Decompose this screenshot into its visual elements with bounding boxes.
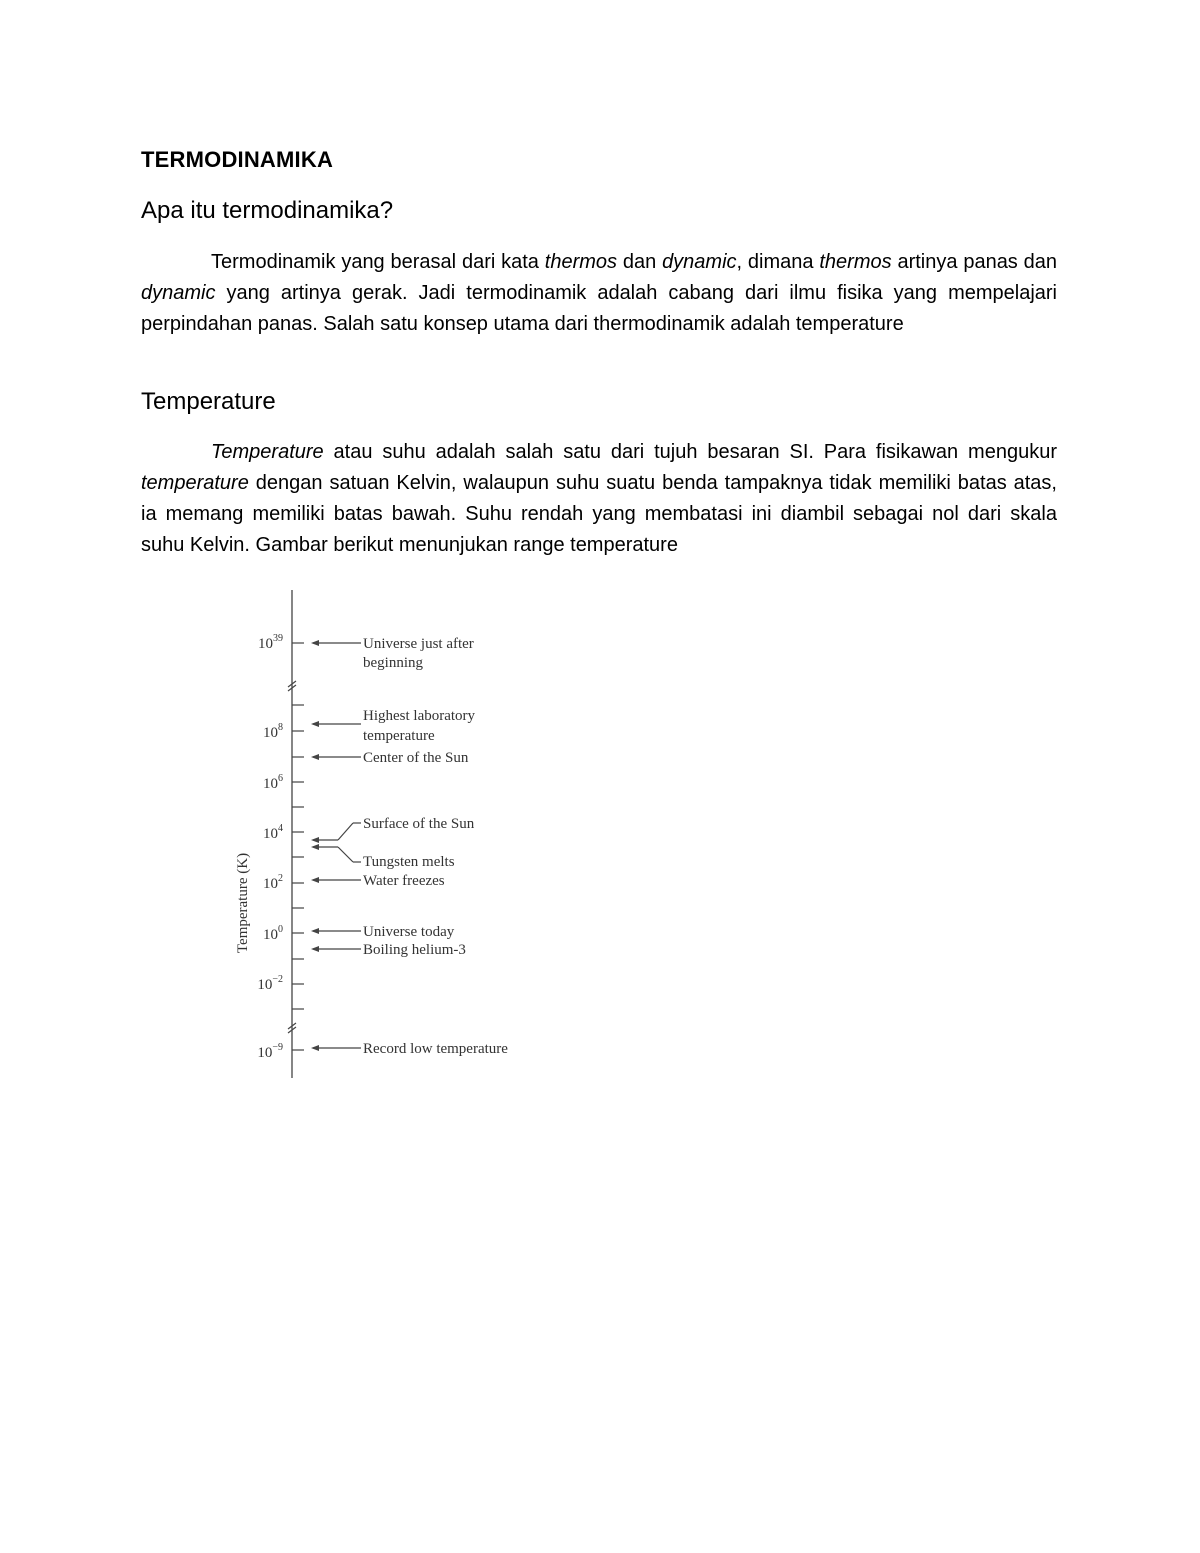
paragraph-temperature (141, 437, 1057, 561)
text-run: atau suhu adalah salah satu dari tujuh besaran SI. Para fisikawan mengukur (323, 441, 1057, 463)
section-heading-temperature: Temperature (141, 388, 276, 415)
annotation-arrows (311, 640, 361, 1051)
document-title: TERMODINAMIKA (141, 147, 334, 172)
text-run: Termodinamik yang berasal dari kata (211, 251, 545, 273)
tick-label: $10^{-2}$ (257, 974, 283, 993)
label-surface-sun: Surface of the Sun (363, 816, 475, 832)
italic-term: Temperature (211, 441, 324, 463)
italic-term: thermos (819, 251, 892, 273)
label-helium: Boiling helium-3 (363, 942, 466, 958)
tick-labels (257, 633, 283, 1061)
label-highest-lab-line2: temperature (363, 728, 435, 744)
tick-label: $10^0$ (263, 924, 283, 943)
paragraph-termodinamika (141, 247, 1057, 340)
text-run: dengan satuan Kelvin, walaupun suhu suatu benda tampaknya tidak memiliki batas atas, ia memang memiliki batas bawah. Suhu rendah yang membatasi ini diambil sebagai nol dari skala suhu Kelvin. Gambar berikut menunjukan range temperature (141, 472, 1057, 556)
label-record-low: Record low temperature (363, 1041, 508, 1057)
label-tungsten: Tungsten melts (363, 854, 455, 870)
label-universe-today: Universe today (363, 924, 455, 940)
axis-title: Temperature (K) (235, 852, 251, 954)
temperature-scale-diagram (225, 585, 565, 1085)
label-universe-just-after-line2: beginning (363, 655, 423, 671)
tick-label: $10^6$ (263, 773, 283, 792)
text-run: , dimana (736, 251, 820, 273)
italic-term: dynamic (662, 251, 737, 273)
tick-label: $10^2$ (263, 873, 283, 892)
text-run: yang artinya gerak. Jadi termodinamik adalah cabang dari ilmu fisika yang mempelajari perpindahan panas. Salah satu konsep utama dari thermodinamik adalah temperature (141, 282, 1057, 335)
italic-term: dynamic (141, 282, 216, 304)
italic-term: thermos (544, 251, 618, 273)
axis-ticks (292, 643, 304, 1050)
italic-term: temperature (141, 472, 249, 494)
temperature-range-figure (225, 585, 565, 1085)
label-center-sun: Center of the Sun (363, 750, 469, 766)
text-run: dan (617, 251, 663, 273)
tick-label: $10^{-9}$ (257, 1042, 283, 1061)
tick-label: $10^{39}$ (258, 633, 283, 652)
tick-label: $10^8$ (263, 722, 283, 741)
label-highest-lab: Highest laboratory (363, 708, 476, 724)
label-water: Water freezes (363, 873, 445, 889)
text-run: artinya panas dan (891, 251, 1058, 273)
label-universe-just-after: Universe just after (363, 636, 474, 652)
tick-label: $10^4$ (263, 823, 283, 842)
section-heading-termodinamika: Apa itu termodinamika? (141, 197, 394, 224)
annotation-labels (363, 636, 508, 1057)
